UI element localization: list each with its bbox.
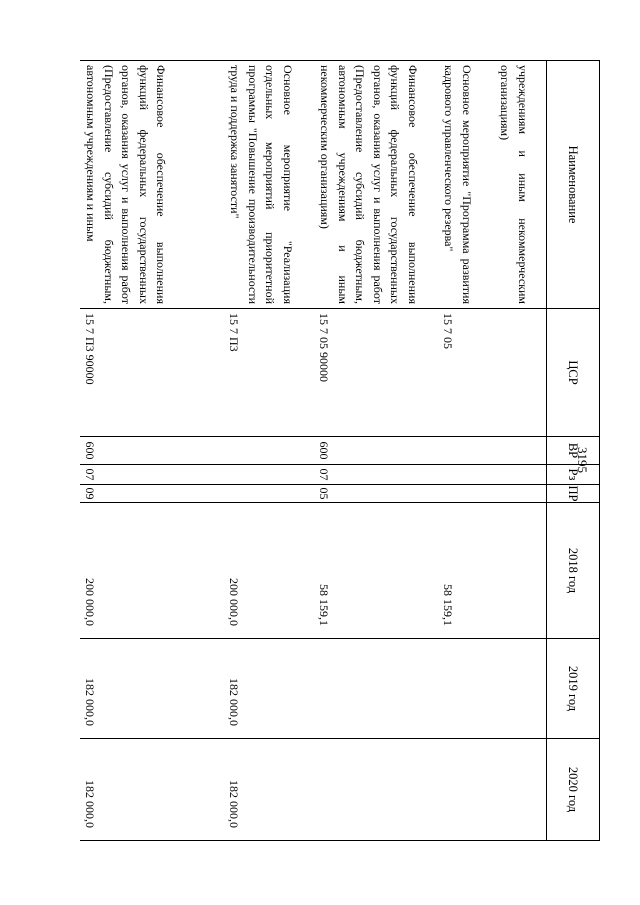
cell-vr xyxy=(494,437,547,465)
cell-name: Основное мероприятие "Программа развития кадрового управленческого резерва" xyxy=(438,61,494,309)
cell-csr xyxy=(494,309,547,437)
cell-2019: 182 000,0 xyxy=(80,639,224,739)
table-row xyxy=(314,61,438,841)
cell-rz xyxy=(224,465,314,485)
cell-vr xyxy=(224,437,314,465)
cell-vr xyxy=(438,437,494,465)
cell-2018: 58 159,1 xyxy=(438,503,494,639)
cell-2018: 200 000,0 xyxy=(224,503,314,639)
cell-csr: 15 7 П3 90000 xyxy=(80,309,224,437)
cell-pr xyxy=(438,485,494,503)
budget-table xyxy=(80,60,600,841)
cell-rz: 07 xyxy=(80,465,224,485)
cell-2020 xyxy=(494,739,547,841)
cell-2018: 58 159,1 xyxy=(314,503,438,639)
header-pr: ПР xyxy=(547,485,600,503)
header-vr: ВР xyxy=(547,437,600,465)
cell-name: Финансовое обеспечение выполнения функций федеральных государственных органов, оказания услуг и выполнения работ (Предоставление субсидий бюджетным, автономным учреждениям и иным некоммерческим организациям) xyxy=(314,61,438,309)
cell-2020 xyxy=(438,739,494,841)
header-csr: ЦСР xyxy=(547,309,600,437)
cell-2019 xyxy=(494,639,547,739)
cell-2019 xyxy=(314,639,438,739)
table-row xyxy=(224,61,314,841)
table-row xyxy=(494,61,547,841)
cell-2020: 182 000,0 xyxy=(80,739,224,841)
header-name: Наименование xyxy=(547,61,600,309)
cell-rz xyxy=(438,465,494,485)
cell-pr xyxy=(494,485,547,503)
rotated-sheet xyxy=(83,60,600,840)
table-header-row xyxy=(547,61,600,841)
table-row xyxy=(438,61,494,841)
cell-2020: 182 000,0 xyxy=(224,739,314,841)
cell-pr: 05 xyxy=(314,485,438,503)
cell-name: Основное мероприятие "Реализация отдельных мероприятий приоритетной программы "Повышение производительности труда и поддержка занятости" xyxy=(224,61,314,309)
cell-rz xyxy=(494,465,547,485)
table-row xyxy=(80,61,224,841)
header-2020: 2020 год xyxy=(547,739,600,841)
cell-2020 xyxy=(314,739,438,841)
cell-rz: 07 xyxy=(314,465,438,485)
header-2018: 2018 год xyxy=(547,503,600,639)
cell-2018 xyxy=(494,503,547,639)
page-number: 3195 xyxy=(575,447,590,473)
cell-2019: 182 000,0 xyxy=(224,639,314,739)
cell-csr: 15 7 П3 xyxy=(224,309,314,437)
cell-csr: 15 7 05 90000 xyxy=(314,309,438,437)
cell-vr: 600 xyxy=(80,437,224,465)
cell-2019 xyxy=(438,639,494,739)
header-rz: Рз xyxy=(547,465,600,485)
cell-name: Финансовое обеспечение выполнения функций федеральных государственных органов, оказания услуг и выполнения работ (Предоставление субсидий бюджетным, автономным учреждениям и иным xyxy=(80,61,224,309)
cell-pr: 09 xyxy=(80,485,224,503)
cell-name: учреждениям и иным некоммерческим организациям) xyxy=(494,61,547,309)
cell-2018: 200 000,0 xyxy=(80,503,224,639)
cell-vr: 600 xyxy=(314,437,438,465)
cell-csr: 15 7 05 xyxy=(438,309,494,437)
cell-pr xyxy=(224,485,314,503)
header-2019: 2019 год xyxy=(547,639,600,739)
